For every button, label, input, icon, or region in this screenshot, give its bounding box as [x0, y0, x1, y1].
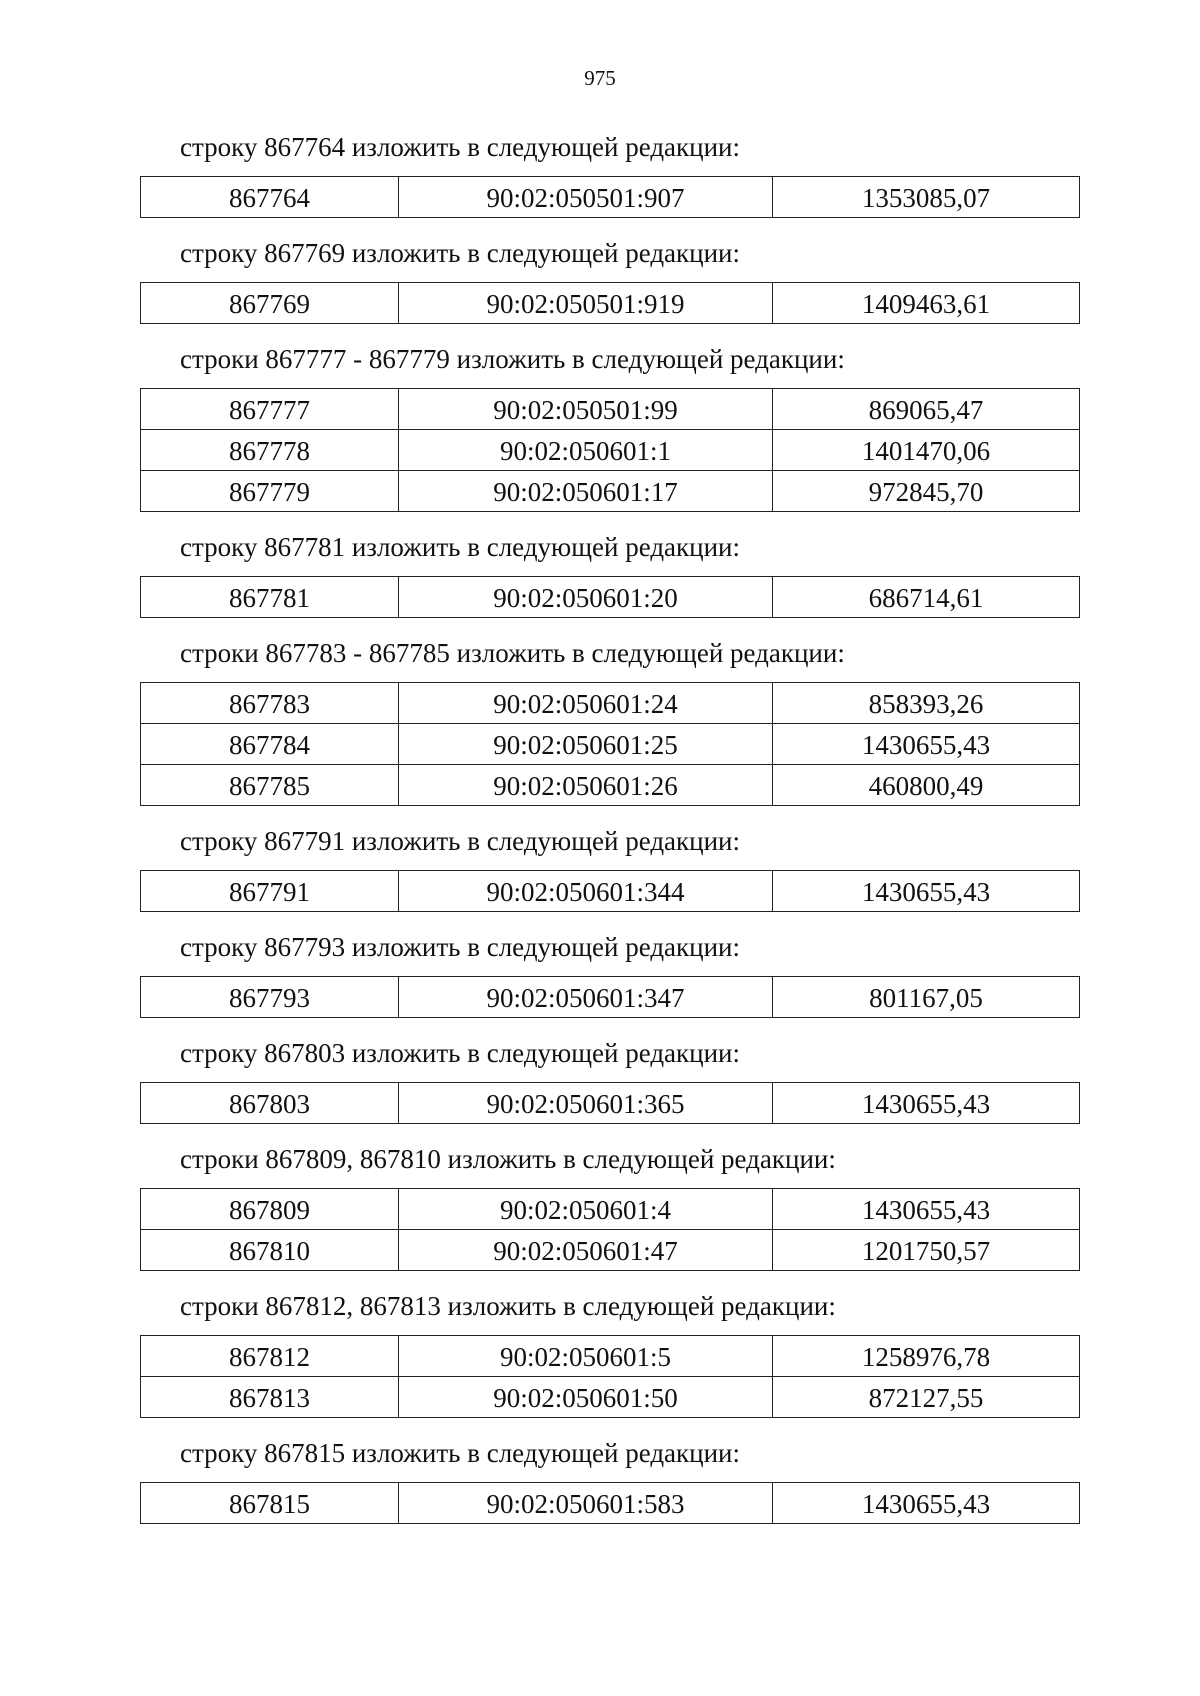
page-number: 975: [584, 66, 616, 90]
table-row: [141, 1189, 1080, 1230]
amendment-table: [140, 1482, 1080, 1524]
amendment-instruction: строку 867769 изложить в следующей редакции:: [180, 238, 741, 268]
value-cell: 1201750,57: [773, 1230, 1080, 1271]
amendment-instruction: строку 867764 изложить в следующей редакции:: [180, 132, 741, 162]
cadastral-number-cell: 90:02:050601:1: [399, 430, 773, 471]
value-cell: 1409463,61: [773, 283, 1080, 324]
amendment-instruction: строку 867781 изложить в следующей редакции:: [180, 532, 741, 562]
amendment-table: [140, 870, 1080, 912]
row-number-cell: 867783: [141, 683, 399, 724]
table-row: [141, 724, 1080, 765]
document-body: [140, 130, 1080, 1542]
value-cell: 872127,55: [773, 1377, 1080, 1418]
cadastral-number-cell: 90:02:050601:47: [399, 1230, 773, 1271]
table-row: [141, 577, 1080, 618]
cadastral-number-cell: 90:02:050501:919: [399, 283, 773, 324]
row-number-cell: 867784: [141, 724, 399, 765]
cadastral-number-cell: 90:02:050601:20: [399, 577, 773, 618]
value-cell: 1430655,43: [773, 1189, 1080, 1230]
amendment-table: [140, 282, 1080, 324]
amendment-section: [140, 1436, 1080, 1524]
amendment-table: [140, 576, 1080, 618]
cadastral-number-cell: 90:02:050601:50: [399, 1377, 773, 1418]
cadastral-number-cell: 90:02:050601:24: [399, 683, 773, 724]
amendment-instruction: строки 867812, 867813 изложить в следующей редакции:: [180, 1291, 836, 1321]
table-row: [141, 1377, 1080, 1418]
amendment-table: [140, 1188, 1080, 1271]
amendment-table: [140, 1335, 1080, 1418]
amendment-instruction: строку 867791 изложить в следующей редакции:: [180, 826, 741, 856]
cadastral-number-cell: 90:02:050601:17: [399, 471, 773, 512]
amendment-table: [140, 388, 1080, 512]
cadastral-number-cell: 90:02:050601:344: [399, 871, 773, 912]
value-cell: 1430655,43: [773, 1483, 1080, 1524]
amendment-instruction: строку 867803 изложить в следующей редакции:: [180, 1038, 741, 1068]
row-number-cell: 867812: [141, 1336, 399, 1377]
amendment-section: [140, 1036, 1080, 1124]
value-cell: 1258976,78: [773, 1336, 1080, 1377]
value-cell: 1353085,07: [773, 177, 1080, 218]
amendment-section: [140, 130, 1080, 218]
amendment-table: [140, 1082, 1080, 1124]
amendment-table: [140, 682, 1080, 806]
amendment-section: [140, 636, 1080, 806]
cadastral-number-cell: 90:02:050501:99: [399, 389, 773, 430]
amendment-section: [140, 530, 1080, 618]
cadastral-number-cell: 90:02:050601:4: [399, 1189, 773, 1230]
table-row: [141, 1083, 1080, 1124]
cadastral-number-cell: 90:02:050601:26: [399, 765, 773, 806]
table-row: [141, 471, 1080, 512]
row-number-cell: 867777: [141, 389, 399, 430]
table-row: [141, 177, 1080, 218]
row-number-cell: 867785: [141, 765, 399, 806]
amendment-section: [140, 236, 1080, 324]
value-cell: 1430655,43: [773, 871, 1080, 912]
row-number-cell: 867769: [141, 283, 399, 324]
table-row: [141, 683, 1080, 724]
amendment-instruction: строку 867815 изложить в следующей редакции:: [180, 1438, 741, 1468]
amendment-section: [140, 930, 1080, 1018]
table-row: [141, 977, 1080, 1018]
table-row: [141, 765, 1080, 806]
row-number-cell: 867779: [141, 471, 399, 512]
amendment-section: [140, 824, 1080, 912]
cadastral-number-cell: 90:02:050601:5: [399, 1336, 773, 1377]
amendment-instruction: строки 867783 - 867785 изложить в следующей редакции:: [180, 638, 845, 668]
table-row: [141, 1230, 1080, 1271]
amendment-instruction: строки 867809, 867810 изложить в следующей редакции:: [180, 1144, 836, 1174]
amendment-section: [140, 1142, 1080, 1271]
row-number-cell: 867781: [141, 577, 399, 618]
amendment-table: [140, 176, 1080, 218]
table-row: [141, 430, 1080, 471]
amendment-instruction: строку 867793 изложить в следующей редакции:: [180, 932, 741, 962]
row-number-cell: 867809: [141, 1189, 399, 1230]
cadastral-number-cell: 90:02:050601:583: [399, 1483, 773, 1524]
value-cell: 869065,47: [773, 389, 1080, 430]
cadastral-number-cell: 90:02:050601:25: [399, 724, 773, 765]
cadastral-number-cell: 90:02:050601:365: [399, 1083, 773, 1124]
table-row: [141, 283, 1080, 324]
amendment-section: [140, 342, 1080, 512]
value-cell: 1401470,06: [773, 430, 1080, 471]
value-cell: 686714,61: [773, 577, 1080, 618]
cadastral-number-cell: 90:02:050601:347: [399, 977, 773, 1018]
table-row: [141, 1483, 1080, 1524]
amendment-instruction: строки 867777 - 867779 изложить в следующей редакции:: [180, 344, 845, 374]
table-row: [141, 1336, 1080, 1377]
value-cell: 1430655,43: [773, 724, 1080, 765]
value-cell: 801167,05: [773, 977, 1080, 1018]
row-number-cell: 867803: [141, 1083, 399, 1124]
cadastral-number-cell: 90:02:050501:907: [399, 177, 773, 218]
amendment-section: [140, 1289, 1080, 1418]
value-cell: 460800,49: [773, 765, 1080, 806]
row-number-cell: 867815: [141, 1483, 399, 1524]
table-row: [141, 871, 1080, 912]
value-cell: 1430655,43: [773, 1083, 1080, 1124]
amendment-table: [140, 976, 1080, 1018]
value-cell: 858393,26: [773, 683, 1080, 724]
row-number-cell: 867813: [141, 1377, 399, 1418]
row-number-cell: 867793: [141, 977, 399, 1018]
value-cell: 972845,70: [773, 471, 1080, 512]
table-row: [141, 389, 1080, 430]
row-number-cell: 867764: [141, 177, 399, 218]
row-number-cell: 867810: [141, 1230, 399, 1271]
row-number-cell: 867778: [141, 430, 399, 471]
row-number-cell: 867791: [141, 871, 399, 912]
